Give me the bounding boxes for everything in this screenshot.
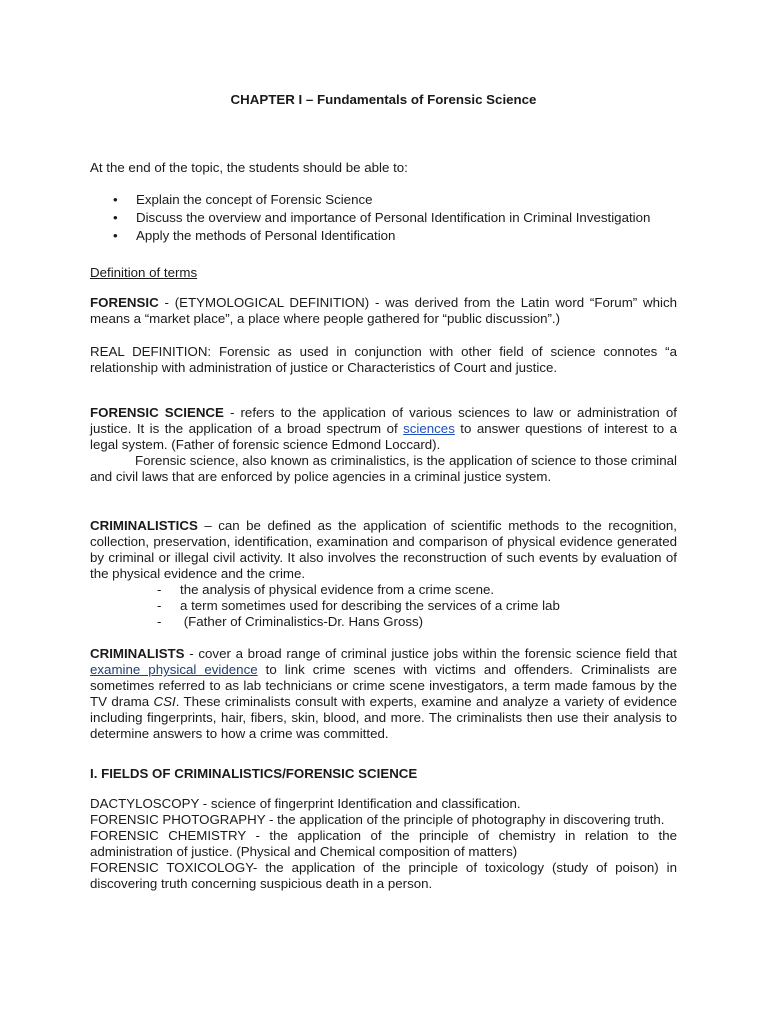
- examine-physical-evidence-link[interactable]: examine physical evidence: [90, 662, 258, 677]
- criminalistics-list: [90, 582, 677, 630]
- objective-item: • Apply the methods of Personal Identification: [113, 228, 396, 243]
- sciences-link[interactable]: sciences: [403, 421, 455, 436]
- objective-item: • Explain the concept of Forensic Science: [113, 192, 373, 207]
- term-criminalists: CRIMINALISTS: [90, 646, 185, 661]
- fields-list: [90, 796, 677, 892]
- objectives-list: [90, 191, 677, 245]
- bullet-icon: •: [113, 192, 118, 207]
- term-forensic-science: FORENSIC SCIENCE: [90, 405, 224, 420]
- field-item: FORENSIC TOXICOLOGY- the application of the principle of toxicology (study of poison) in discovering truth concerning suspicious death in a person.: [90, 860, 677, 891]
- term-criminalistics: CRIMINALISTICS: [90, 518, 198, 533]
- forensic-science-definition: FORENSIC SCIENCE - refers to the application of various sciences to law or administration of justice. It is the application of a broad spectrum of sciences to answer questions of interest to a legal system. (Father of forensic science Edmond Loccard).: [90, 405, 677, 452]
- definitions-heading: Definition of terms: [90, 265, 198, 280]
- forensic-definition: FORENSIC - (ETYMOLOGICAL DEFINITION) - was derived from the Latin word “Forum” which means a “market place”, a place where people gathered for “public discussion”.): [90, 295, 677, 326]
- bullet-icon: •: [113, 210, 118, 225]
- forensic-science-paragraph: Forensic science, also known as criminalistics, is the application of science to those criminal and civil laws that are enforced by police agencies in a criminal justice system.: [90, 453, 677, 484]
- term-forensic: FORENSIC: [90, 295, 159, 310]
- bullet-icon: •: [113, 228, 118, 243]
- list-item: - (Father of Criminalistics-Dr. Hans Gross): [157, 614, 424, 629]
- real-definition: REAL DEFINITION: Forensic as used in conjunction with other field of science connotes “a relationship with administration of justice or Characteristics of Court and justice.: [90, 344, 677, 375]
- criminalists-definition: CRIMINALISTS - cover a broad range of criminal justice jobs within the forensic science field that examine physical evidence to link crime scenes with victims and offenders. Criminalists are sometimes referred to as lab technicians or crime scene investigators, a term made famous by the TV drama CSI. These criminalists consult with experts, examine and analyze a variety of evidence including fingerprints, hair, fibers, skin, blood, and more. The criminalists then use their analysis to determine answers to how a crime was committed.: [90, 646, 678, 741]
- objective-item: • Discuss the overview and importance of Personal Identification in Criminal Investigation: [113, 210, 651, 225]
- chapter-title: CHAPTER I – Fundamentals of Forensic Science: [230, 92, 537, 107]
- fields-heading: I. FIELDS OF CRIMINALISTICS/FORENSIC SCIENCE: [90, 766, 418, 781]
- field-item: FORENSIC CHEMISTRY - the application of the principle of chemistry in relation to the administration of justice. (Physical and Chemical composition of matters): [90, 828, 677, 859]
- document-page: [90, 92, 677, 892]
- field-item: FORENSIC PHOTOGRAPHY - the application of the principle of photography in discovering truth.: [90, 812, 665, 827]
- list-item: - a term sometimes used for describing the services of a crime lab: [157, 598, 560, 613]
- criminalistics-definition: CRIMINALISTICS – can be defined as the application of scientific methods to the recognition, collection, preservation, identification, examination and comparison of physical evidence generated by criminal or illegal civil activity. It also involves the reconstruction of such events by evaluation of the physical evidence and the crime.: [90, 518, 677, 581]
- list-item: - the analysis of physical evidence from a crime scene.: [157, 582, 495, 597]
- field-item: DACTYLOSCOPY - science of fingerprint Identification and classification.: [90, 796, 521, 811]
- objectives-intro: At the end of the topic, the students should be able to:: [90, 160, 408, 175]
